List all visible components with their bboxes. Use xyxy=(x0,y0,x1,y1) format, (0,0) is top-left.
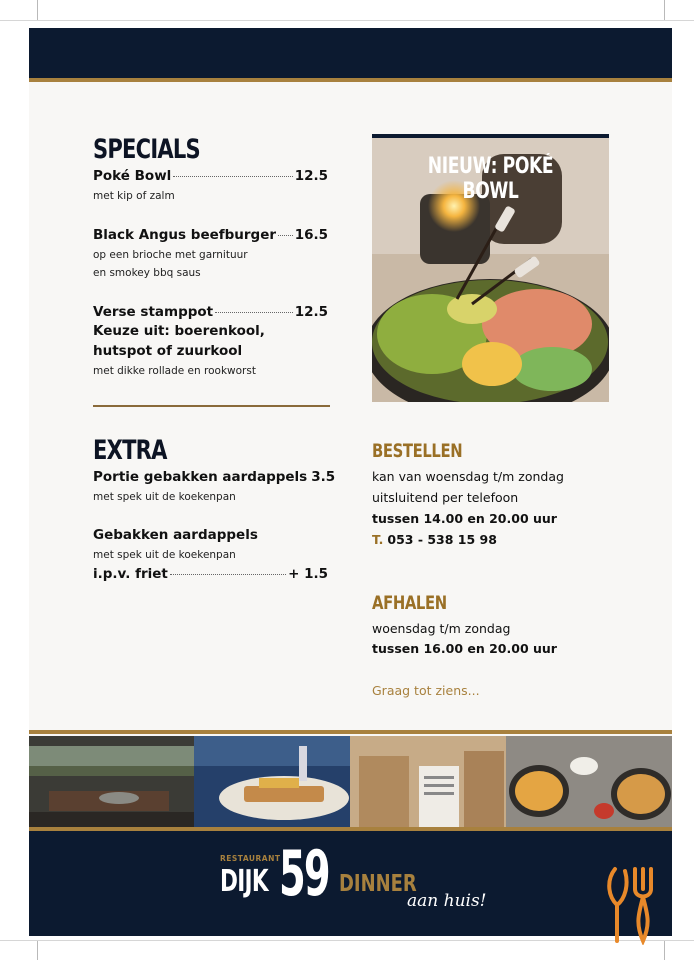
phone-number: 053 - 538 15 98 xyxy=(387,532,497,547)
item-name: Verse stamppot xyxy=(93,304,214,320)
phone-prefix: T. xyxy=(372,532,384,547)
logo-number: 59 xyxy=(279,837,329,910)
bestellen-hours: tussen 14.00 en 20.00 uur xyxy=(372,511,557,526)
logo-name: DIJK xyxy=(220,864,268,899)
item-description: en smokey bbq saus xyxy=(93,267,201,279)
dot-leader xyxy=(170,574,286,575)
phone-line xyxy=(372,532,497,547)
item-description: met kip of zalm xyxy=(93,190,175,202)
afhalen-hours: tussen 16.00 en 20.00 uur xyxy=(372,641,557,656)
logo-restaurant-label: RESTAURANT xyxy=(220,854,281,863)
photo-strip xyxy=(29,736,672,827)
dot-leader xyxy=(278,235,293,236)
crop-mark xyxy=(664,0,665,20)
afhalen-line: woensdag t/m zondag xyxy=(372,621,511,636)
footer-band xyxy=(29,831,672,936)
item-name: Gebakken aardappels xyxy=(93,527,258,543)
photo-strip-illustration xyxy=(29,736,672,827)
dot-leader xyxy=(215,312,293,313)
specials-title: SPECIALS xyxy=(93,134,200,165)
menu-page xyxy=(29,28,672,936)
item-price: 12.5 xyxy=(294,304,328,320)
item-name: Poké Bowl xyxy=(93,168,172,184)
item-name: Black Angus beefburger xyxy=(93,227,277,243)
item-description: met spek uit de koekenpan xyxy=(93,491,236,503)
item-price: 12.5 xyxy=(294,168,328,184)
item-price: + 1.5 xyxy=(288,566,328,582)
photo-strip-top-rule xyxy=(29,730,672,734)
fork-spoon-logo-icon xyxy=(605,865,657,945)
crop-mark xyxy=(37,0,38,20)
crop-mark xyxy=(37,940,38,960)
photo-caption: NIEUW: POKÉ BOWL xyxy=(427,154,554,204)
header-rule xyxy=(29,78,672,82)
section-divider xyxy=(93,405,330,407)
menu-item xyxy=(93,227,328,243)
menu-item xyxy=(93,168,328,184)
crop-mark xyxy=(0,940,694,941)
dinner-label: DINNER xyxy=(339,871,417,897)
closing-text: Graag tot ziens... xyxy=(372,683,480,698)
menu-item xyxy=(93,566,328,582)
item-choice-line: hutspot of zuurkool xyxy=(93,343,243,359)
item-price: 16.5 xyxy=(294,227,328,243)
item-description: op een brioche met garnituur xyxy=(93,249,248,261)
photo-top-bar xyxy=(372,134,609,138)
tagline: aan huis! xyxy=(407,891,487,911)
crop-mark xyxy=(0,20,694,21)
item-name: Portie gebakken aardappels xyxy=(93,469,308,485)
bestellen-title: BESTELLEN xyxy=(372,440,463,462)
item-description: met dikke rollade en rookworst xyxy=(93,365,256,377)
item-name: i.p.v. friet xyxy=(93,566,168,582)
crop-mark xyxy=(664,940,665,960)
bestellen-line: kan van woensdag t/m zondag xyxy=(372,469,564,484)
extra-title: EXTRA xyxy=(93,435,167,466)
menu-item xyxy=(93,304,328,320)
bestellen-line: uitsluitend per telefoon xyxy=(372,490,519,505)
item-price: 3.5 xyxy=(311,469,336,485)
menu-item xyxy=(93,469,336,485)
poke-bowl-photo xyxy=(372,134,609,402)
item-choice-line: Keuze uit: boerenkool, xyxy=(93,323,265,339)
dot-leader xyxy=(173,176,292,177)
item-description: met spek uit de koekenpan xyxy=(93,549,236,561)
afhalen-title: AFHALEN xyxy=(372,592,447,614)
header-band xyxy=(29,28,672,78)
